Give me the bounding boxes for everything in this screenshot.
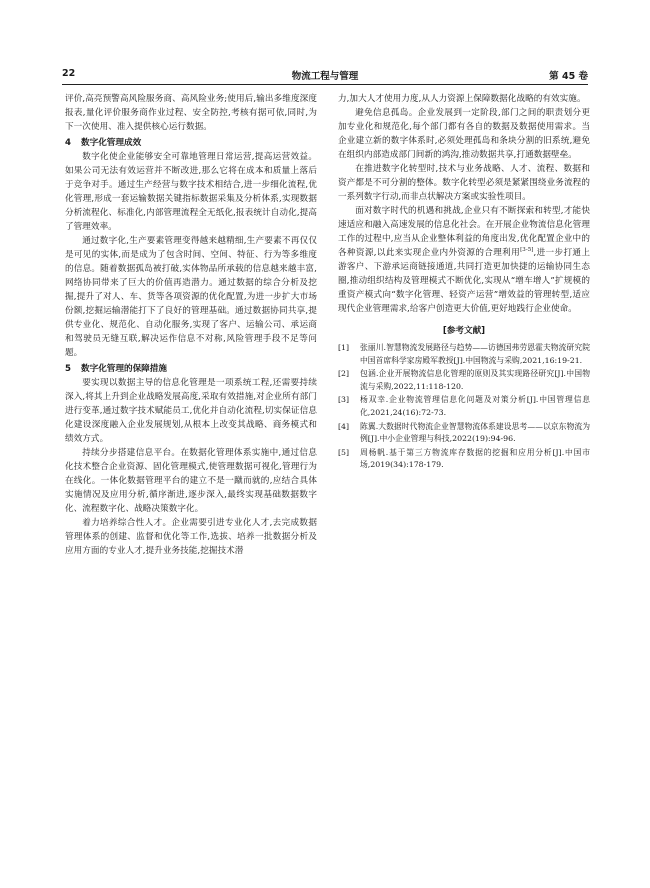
- reference-text: 包涵.企业开展物流信息化管理的原则及其实现路径研究[J].中国物流与采购,2022,11:118-120.: [360, 369, 590, 391]
- page-number: 22: [62, 68, 76, 79]
- reference-list: [338, 342, 590, 472]
- references-heading: [参考文献]: [442, 326, 486, 336]
- paragraph: 通过数字化,生产要素管理变得越来越精细,生产要素不再仅仅是可见的实体,而是成为了包含时间、空间、特征、行为等多维度的信息。随着数据孤岛被打破,实体物品所承载的信息越来越丰富,网络协同带来了巨大的价值再造潜力。通过数据的综合分析及挖掘,提升了对人、车、货等各项资源的优化配置,为进一步扩大市场份额,挖掘运输潜能打下了良好的管理基础。通过数据协同共享,提供专业化、规范化、自动化服务,实现了客户、运输公司、承运商和驾驶员无缝互联,解决运作信息不对称,风险管理手段不足等问题。: [65, 236, 317, 358]
- paragraph-text: ,进一步打通上游客户、下游承运商链接通道,共同打造更加快捷的运输协同生态圈,推动组织结构及管理模式不断优化,实现从“增车增人”扩规模的重资产模式向“数字化管理、轻资产运营”增效益的管理转型,适应现代企业管理需求,给客户创造更大价值,更好地践行企业使命。: [338, 248, 590, 314]
- reference-number: [2]: [338, 369, 350, 379]
- left-column: [65, 92, 317, 558]
- paragraph: [338, 204, 590, 316]
- paragraph: 力,加大人才使用力度,从人力资源上保障数据化战略的有效实施。: [338, 94, 586, 104]
- paragraph: 评价,高亮预警高风险服务商、高风险业务;使用后,输出多维度深度报表,量化评价服务商作业过程、安全防控,考核有据可依,同时,为下一次使用、准入提供核心运行数据。: [65, 94, 317, 132]
- citation-marker: [3-5]: [520, 247, 534, 254]
- reference-item: [338, 394, 590, 419]
- reference-number: [1]: [338, 343, 350, 352]
- reference-text: 杨双幸.企业物流管理信息化问题及对策分析[J].中国管理信息化,2021,24(16):72-73.: [360, 395, 590, 417]
- section-heading-5: [65, 362, 317, 376]
- right-column: [338, 92, 590, 473]
- paragraph: 避免信息孤岛。企业发展到一定阶段,部门之间的职责划分更加专业化和规范化,每个部门都有各自的数据及数据使用需求。当企业建立新的数字体系时,必须处理孤岛和条块分割的旧系统,避免在组织内部造成部门间新的鸿沟,推动数据共享,打通数据壁垒。: [338, 108, 590, 160]
- reference-number: [3]: [338, 395, 350, 405]
- paragraph: 要实现以数据主导的信息化管理是一项系统工程,还需要持续深入,将其上升到企业战略发展高度,采取有效措施,对企业所有部门进行变革,通过数字技术赋能员工,优化并自动化流程,切实保证信息化建设深度融入企业发展规划,从根本上改变其战略、商务模式和绩效方式。: [65, 378, 317, 444]
- paragraph: 着力培养综合性人才。企业需要引进专业化人才,去完成数据管理体系的创建、监督和优化等工作,选拔、培养一批数据分析及应用方面的专业人才,提升业务技能,挖掘技术潜: [65, 518, 317, 556]
- paragraph-text: 面对数字时代的机遇和挑战,企业只有不断探索和转型,才能快速适应和融入高速发展的信息化社会。在开展企业物流信息化管理工作的过程中,应当从企业整体利益的角度出发,优化配置企业中的各种资源,以此来实现企业内外资源的合理利用: [338, 206, 590, 258]
- paragraph: 持续分步搭建信息平台。在数据化管理体系实施中,通过信息化技术整合企业资源、固化管理模式,使管理数据可视化,管理行为在线化。一体化数据管理平台的建立不是一蹴而就的,应结合具体实施情况及应用分析,循序渐进,逐步深入,最终实现基础数据数字化、流程数字化、战略决策数字化。: [65, 448, 317, 514]
- section-number: 5: [65, 364, 71, 374]
- header-rule: [62, 84, 588, 85]
- reference-number: [5]: [338, 447, 350, 457]
- reference-number: [4]: [338, 421, 350, 431]
- paragraph: 在推进数字化转型时,技术与业务战略、人才、流程、数据和资产都是不可分割的整体。数字化转型必须是紧紧围绕业务流程的一系列数字行动,而非点状解决方案或实验性项目。: [338, 164, 590, 202]
- volume-label: 第 45 卷: [549, 71, 588, 82]
- reference-item: [338, 447, 590, 472]
- reference-item: [338, 342, 590, 367]
- journal-title: 物流工程与管理: [291, 71, 359, 82]
- section-number: 4: [65, 138, 71, 148]
- reference-item: [338, 368, 590, 393]
- reference-text: 周杨帆.基于第三方物流库存数据的挖掘和应用分析[J].中国市场,2019(34):178-179.: [360, 447, 590, 470]
- section-heading-4: [65, 136, 317, 150]
- section-title: 数字化管理的保障措施: [81, 364, 167, 374]
- section-title: 数字化管理成效: [81, 138, 142, 148]
- reference-item: [338, 421, 590, 446]
- paragraph: 数字化使企业能够安全可靠地管理日常运营,提高运营效益。如果公司无法有效运营并不断改进,那么它将在成本和质量上落后于竞争对手。通过生产经营与数字技术相结合,进一步细化流程,优化管理,形成一套运输数据关键指标数据采集及分析体系,实现数据分析流程化、标准化,内部管理流程全无纸化,报表统计自动化,提高了管理效率。: [65, 152, 317, 232]
- reference-text: 陈翼.大数据时代物流企业智慧物流体系建设思考——以京东物流为例[J].中小企业管理与科技,2022(19):94-96.: [360, 421, 590, 444]
- reference-text: 张丽川.智慧物流发展路径与趋势——访德国弗劳恩霍夫物流研究院中国首席科学家房殿军教授[J].中国物流与采购,2021,16:19-21.: [360, 343, 590, 365]
